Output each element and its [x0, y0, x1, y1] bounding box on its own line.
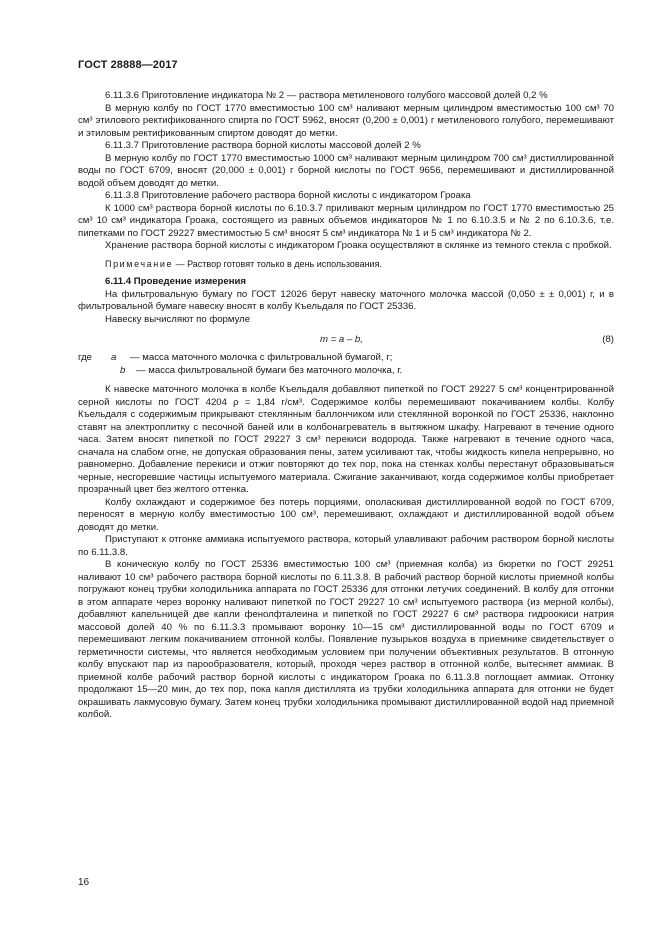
formula-expression: m = a – b, [320, 334, 363, 345]
paragraph: Колбу охлаждают и содержимое без потерь порциями, ополаскивая дистиллированной водой по ГОСТ 6709, переносят в мерную колбу вместимостью 100 см³, перемешивают, охлаждают и дистиллированной водой объем доводят до метки. [78, 496, 614, 533]
variable-a: a [111, 352, 117, 363]
variable-a-definition: — масса маточного молочка с фильтровальной бумагой, г; [130, 352, 393, 363]
document-header: ГОСТ 28888—2017 [78, 59, 178, 71]
paragraph: В мерную колбу по ГОСТ 1770 вместимостью 1000 см³ наливают мерным цилиндром 700 см³ дистиллированной воды по ГОСТ 6709, вносят (20,000 ± 0,001) г борной кислоты по ГОСТ 9656, перемешивают и дистиллированной водой объем доводят до метки. [78, 152, 614, 189]
note [78, 258, 614, 271]
paragraph: 6.11.3.8 Приготовление рабочего раствора борной кислоты с индикатором Гроака [105, 190, 471, 201]
paragraph: Приступают к отгонке аммиака испытуемого раствора, который улавливают рабочим раствором борной кислоты по 6.11.3.8. [78, 534, 614, 558]
note-label: Примечание [105, 258, 174, 269]
formula-number: (8) [602, 334, 614, 345]
paragraph: К 1000 см³ раствора борной кислоты по 6.10.3.7 приливают мерным цилиндром по ГОСТ 1770 вместимостью 25 см³ 10 см³ индикатора Гроака, состоящего из равных объемов индикаторов № 1 по 6.10.3.5 и № 2 по 6.10.3.6, т.е. пипетками по ГОСТ 29227 вместимостью 5 см³ вносят 5 см³ индикатора № 1 и 5 см³ индикатора № 2. [78, 202, 614, 239]
paragraph: Навеску вычисляют по формуле [105, 313, 251, 325]
where-line-a [78, 352, 614, 365]
paragraph: На фильтровальную бумагу по ГОСТ 12026 берут навеску маточного молочка массой (0,050 ± ± 0,001) г, и в фильтровальной бумаге навеску вносят в колбу Къельдаля по ГОСТ 25336. [78, 288, 614, 312]
document-body [78, 90, 614, 722]
section-heading: 6.11.4 Проведение измерения [105, 276, 246, 287]
paragraph: 6.11.3.6 Приготовление индикатора № 2 — раствора метиленового голубого массовой долей 0,2 % [105, 90, 548, 101]
paragraph: В коническую колбу по ГОСТ 25336 вместимостью 100 см³ (приемная колба) из бюретки по ГОСТ 29251 наливают 10 см³ рабочего раствора борной кислоты по 6.11.3.8. В рабочий раствор борной кислоты приемной колбы погружают конец трубки холодильника аппарата по ГОСТ 25336 для отгонки летучих соединений. В колбу для отгонки в этом аппарате через воронку наливают пипеткой по ГОСТ 29227 10 см³ испытуемого раствора (из мерной колбы), добавляют капельницей две капли фенолфталеина и пипеткой по ГОСТ 29227 6 см³ раствора гидроокиси натрия массовой долей 40 % по 6.11.3.3 промывают воронку 10—15 см³ дистиллированной воды по ГОСТ 6709 и перемешивают легким покачиванием отгонной колбы. Появление пузырьков воздуха в приемнике свидетельствует о герметичности системы, что является необходимым условием при получении объективных результатов. В отгонную колбу впускают пар из парообразователя, который, проходя через раствор в отгонной колбе, вытесняет аммиак. В приемной колбе рабочий раствор борной кислоты с индикатором Гроака по 6.11.3.8 поглощает аммиак. Отгонку продолжают 15—20 мин, до тех пор, пока капля дистиллята из трубки холодильника аппарата для отгонки не будет окрашивать лакмусовую бумагу. Затем конец трубки холодильника промывают дистиллированной водой над приемной колбой. [78, 559, 614, 720]
where-label: где [78, 352, 93, 363]
formula [78, 330, 614, 352]
paragraph: Хранение раствора борной кислоты с индикатором Гроака осуществляют в склянке из темного стекла с пробкой. [105, 240, 612, 251]
variable-b: b [120, 365, 126, 376]
note-text: — Раствор готовят только в день использования. [173, 258, 382, 269]
page-number: 16 [78, 877, 90, 888]
variable-b-definition: — масса фильтровальной бумаги без маточного молочка, г. [136, 365, 403, 376]
where-line-b [78, 365, 614, 378]
paragraph: К навеске маточного молочка в колбе Къельдаля добавляют пипеткой по ГОСТ 29227 5 см³ концентрированной серной кислоты по ГОСТ 4204 ρ = 1,84 г/см³. Содержимое колбы перемешивают покачиванием колбы. Колбу Къельдаля с содержимым прикрывают стеклянным баллончиком или стеклянной воронкой по ГОСТ 25336, наклонно ставят на электроплитку с песочной баней или в колбонагреватель в вытяжном шкафу. Нагревают в течение одного часа. Затем вносят пипеткой по ГОСТ 29227 3 см³ перекиси водорода. Также нагревают в течение одного часа, сначала на слабом огне, не допуская образования пены, затем усиливают так, чтобы жидкость кипела непрерывно, но равномерно. Добавление перекиси и отжиг повторяют до тех пор, пока на стенках колбы перестанут образовываться черные, несгоревшие частицы испытуемого материала. Сжигание заканчивают, когда содержимое колбы приобретает прозрачный цвет без желтого оттенка. [78, 384, 614, 495]
paragraph: В мерную колбу по ГОСТ 1770 вместимостью 100 см³ наливают мерным цилиндром вместимостью 100 см³ 70 см³ этилового ректификованного спирта по ГОСТ 5962, вносят (0,200 ± 0,001) г метиленового голубого, перемешивают и этиловым ректификованным спиртом доводят до метки. [78, 102, 614, 139]
paragraph: 6.11.3.7 Приготовление раствора борной кислоты массовой долей 2 % [105, 140, 421, 151]
